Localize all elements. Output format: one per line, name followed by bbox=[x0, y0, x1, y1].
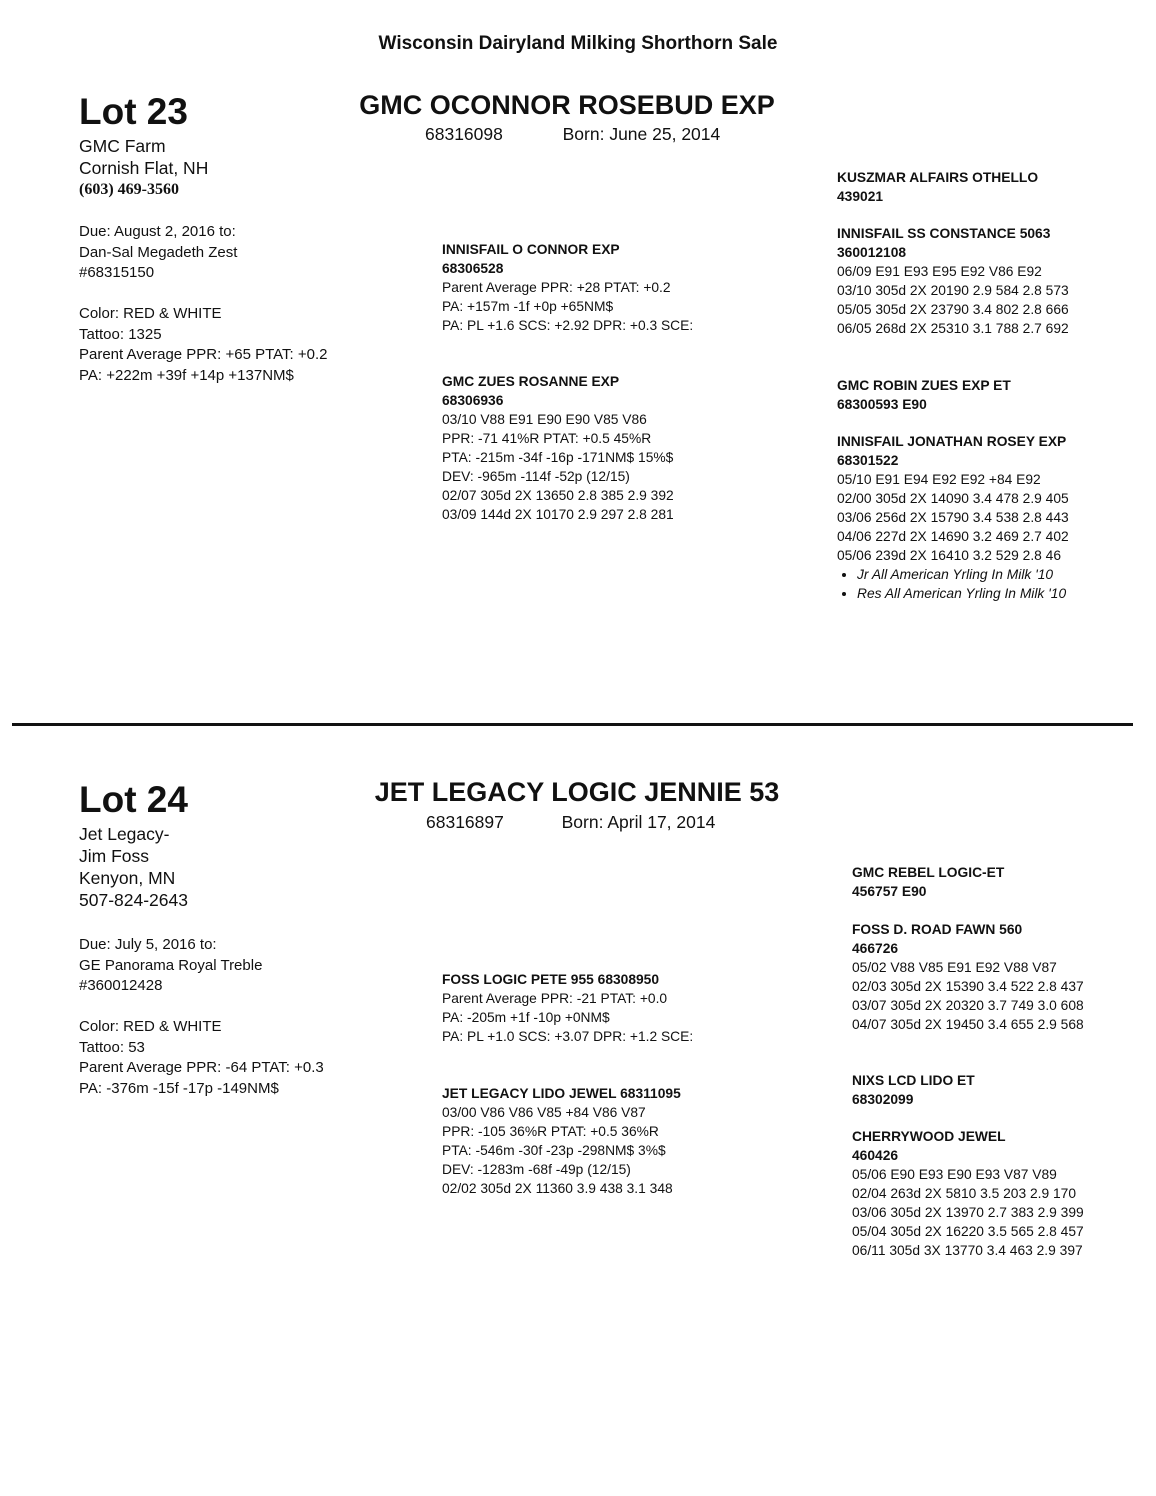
dam-dam-line: 02/00 305d 2X 14090 3.4 478 2.9 405 bbox=[837, 491, 1069, 506]
sire-reg: 68306528 bbox=[442, 261, 504, 276]
sire-line: Parent Average PPR: -21 PTAT: +0.0 bbox=[442, 991, 668, 1006]
dam-line: 02/07 305d 2X 13650 2.8 385 2.9 392 bbox=[442, 488, 674, 503]
pa-values: PA: -376m -15f -17p -149NM$ bbox=[79, 1079, 279, 1097]
dam-block bbox=[442, 372, 674, 524]
registration-number: 68316897 bbox=[426, 812, 504, 832]
sire-line: PA: PL +1.0 SCS: +3.07 DPR: +1.2 SCE: bbox=[442, 1029, 694, 1044]
dam-line: PPR: -71 41%R PTAT: +0.5 45%R bbox=[442, 431, 652, 446]
animal-name: GMC OCONNOR ROSEBUD EXP bbox=[359, 90, 775, 120]
registration-and-birth bbox=[426, 812, 715, 833]
sire-line: PA: -205m +1f -10p +0NM$ bbox=[442, 1010, 610, 1025]
parent-average: Parent Average PPR: -64 PTAT: +0.3 bbox=[79, 1059, 324, 1076]
consignor bbox=[79, 823, 188, 911]
sire-dam-line: 06/09 E91 E93 E95 E92 V86 E92 bbox=[837, 264, 1042, 279]
sire-dam-line: 05/05 305d 2X 23790 3.4 802 2.8 666 bbox=[837, 302, 1069, 317]
dam-dam-line: 05/06 239d 2X 16410 3.2 529 2.8 46 bbox=[837, 548, 1062, 563]
sire-dam-reg: 466726 bbox=[852, 941, 899, 956]
birth-date: Born: April 17, 2014 bbox=[561, 812, 716, 832]
dam-line: DEV: -965m -114f -52p (12/15) bbox=[442, 469, 630, 484]
tattoo: Tattoo: 1325 bbox=[79, 325, 162, 343]
consignor bbox=[79, 135, 208, 201]
consignor-contact: Jim Foss bbox=[79, 846, 149, 866]
sire-dam-block bbox=[852, 920, 1084, 1034]
sire-sire-reg: 439021 bbox=[837, 189, 884, 204]
sire-dam-line: 04/07 305d 2X 19450 3.4 655 2.9 568 bbox=[852, 1017, 1084, 1032]
dam-line: DEV: -1283m -68f -49p (12/15) bbox=[442, 1162, 631, 1177]
dam-line: 03/00 V86 V86 V85 +84 V86 V87 bbox=[442, 1105, 646, 1120]
sire-dam-line: 03/07 305d 2X 20320 3.7 749 3.0 608 bbox=[852, 998, 1084, 1013]
dam-dam-line: 04/06 227d 2X 14690 3.2 469 2.7 402 bbox=[837, 529, 1069, 544]
dam-block bbox=[442, 1084, 681, 1198]
sire-sire-block bbox=[852, 863, 1004, 901]
parent-average: Parent Average PPR: +65 PTAT: +0.2 bbox=[79, 346, 328, 363]
lot-details bbox=[79, 935, 324, 1099]
dam-dam-line: 05/04 305d 2X 16220 3.5 565 2.8 457 bbox=[852, 1224, 1084, 1239]
dam-sire-name: GMC ROBIN ZUES EXP ET bbox=[837, 378, 1011, 393]
sire-dam-line: 03/10 305d 2X 20190 2.9 584 2.8 573 bbox=[837, 283, 1069, 298]
dam-reg: 68306936 bbox=[442, 393, 504, 408]
dam-name: JET LEGACY LIDO JEWEL 68311095 bbox=[442, 1086, 681, 1101]
consignor-location: Cornish Flat, NH bbox=[79, 158, 209, 178]
sire-sire-name: GMC REBEL LOGIC-ET bbox=[852, 865, 1005, 880]
dam-dam-line: 06/11 305d 3X 13770 3.4 463 2.9 397 bbox=[852, 1243, 1083, 1258]
dam-sire-name: NIXS LCD LIDO ET bbox=[852, 1073, 975, 1088]
sire-line: PA: PL +1.6 SCS: +2.92 DPR: +0.3 SCE: bbox=[442, 318, 694, 333]
dam-line: PTA: -215m -34f -16p -171NM$ 15%$ bbox=[442, 450, 674, 465]
dam-name: GMC ZUES ROSANNE EXP bbox=[442, 374, 620, 389]
sire-dam-name: INNISFAIL SS CONSTANCE 5063 bbox=[837, 226, 1051, 241]
dam-dam-line: 05/06 E90 E93 E90 E93 V87 V89 bbox=[852, 1167, 1057, 1182]
lot-divider bbox=[12, 723, 1133, 726]
sire-dam-name: FOSS D. ROAD FAWN 560 bbox=[852, 922, 1023, 937]
dam-dam-line: 03/06 305d 2X 13970 2.7 383 2.9 399 bbox=[852, 1205, 1084, 1220]
dam-sire-reg: 68300593 E90 bbox=[837, 397, 927, 412]
registration-number: 68316098 bbox=[425, 124, 503, 144]
dam-dam-reg: 460426 bbox=[852, 1148, 899, 1163]
dam-dam-line: 03/06 256d 2X 15790 3.4 538 2.8 443 bbox=[837, 510, 1069, 525]
dam-sire-reg: 68302099 bbox=[852, 1092, 914, 1107]
color: Color: RED & WHITE bbox=[79, 305, 222, 322]
lot-details bbox=[79, 222, 327, 386]
dam-dam-reg: 68301522 bbox=[837, 453, 899, 468]
sire-line: Parent Average PPR: +28 PTAT: +0.2 bbox=[442, 280, 671, 295]
lot-number: Lot 23 bbox=[79, 91, 188, 132]
dam-dam-name: INNISFAIL JONATHAN ROSEY EXP bbox=[837, 434, 1067, 449]
sale-title: Wisconsin Dairyland Milking Shorthorn Sale bbox=[378, 33, 778, 54]
consignor-phone: 507-824-2643 bbox=[79, 890, 188, 910]
birth-date: Born: June 25, 2014 bbox=[562, 124, 721, 144]
sire-dam-line: 06/05 268d 2X 25310 3.1 788 2.7 692 bbox=[837, 321, 1069, 336]
dam-line: PTA: -546m -30f -23p -298NM$ 3%$ bbox=[442, 1143, 666, 1158]
animal-name: JET LEGACY LOGIC JENNIE 53 bbox=[374, 777, 780, 807]
tattoo: Tattoo: 53 bbox=[79, 1038, 145, 1056]
sire-sire-block bbox=[837, 168, 1038, 206]
dam-dam-name: CHERRYWOOD JEWEL bbox=[852, 1129, 1006, 1144]
sire-dam-reg: 360012108 bbox=[837, 245, 907, 260]
sire-block bbox=[442, 240, 693, 335]
sire-name: FOSS LOGIC PETE 955 68308950 bbox=[442, 972, 660, 987]
dam-dam-line: 02/04 263d 2X 5810 3.5 203 2.9 170 bbox=[852, 1186, 1077, 1201]
service-sire: GE Panorama Royal Treble bbox=[79, 956, 263, 974]
dam-sire-block bbox=[837, 376, 1011, 414]
honor-item: • Res All American Yrling In Milk '10 bbox=[857, 584, 1069, 603]
sire-sire-name: KUSZMAR ALFAIRS OTHELLO bbox=[837, 170, 1039, 185]
consignor-phone: (603) 469-3560 bbox=[79, 181, 179, 198]
sire-sire-reg: 456757 E90 bbox=[852, 884, 927, 899]
sire-line: PA: +157m -1f +0p +65NM$ bbox=[442, 299, 614, 314]
sire-block bbox=[442, 970, 693, 1046]
consignor-name: Jet Legacy- bbox=[79, 824, 170, 844]
consignor-name: GMC Farm bbox=[79, 136, 166, 156]
dam-sire-block bbox=[852, 1071, 975, 1109]
dam-line: 03/10 V88 E91 E90 E90 V85 V86 bbox=[442, 412, 647, 427]
dam-dam-block bbox=[837, 432, 1069, 603]
consignor-location: Kenyon, MN bbox=[79, 868, 176, 888]
dam-dam-line: 05/10 E91 E94 E92 E92 +84 E92 bbox=[837, 472, 1041, 487]
color: Color: RED & WHITE bbox=[79, 1018, 222, 1035]
honors-list bbox=[837, 565, 1069, 603]
lot-number: Lot 24 bbox=[79, 779, 188, 820]
sire-name: INNISFAIL O CONNOR EXP bbox=[442, 242, 620, 257]
service-sire-reg: #360012428 bbox=[79, 977, 163, 994]
sire-dam-line: 05/02 V88 V85 E91 E92 V88 V87 bbox=[852, 960, 1057, 975]
sire-dam-line: 02/03 305d 2X 15390 3.4 522 2.8 437 bbox=[852, 979, 1084, 994]
dam-line: PPR: -105 36%R PTAT: +0.5 36%R bbox=[442, 1124, 659, 1139]
due-date: Due: July 5, 2016 to: bbox=[79, 936, 217, 953]
service-sire-reg: #68315150 bbox=[79, 264, 155, 281]
sire-dam-block bbox=[837, 224, 1069, 338]
dam-line: 02/02 305d 2X 11360 3.9 438 3.1 348 bbox=[442, 1181, 673, 1196]
service-sire: Dan-Sal Megadeth Zest bbox=[79, 243, 238, 261]
dam-line: 03/09 144d 2X 10170 2.9 297 2.8 281 bbox=[442, 507, 674, 522]
due-date: Due: August 2, 2016 to: bbox=[79, 223, 236, 240]
dam-dam-block bbox=[852, 1127, 1084, 1260]
pa-values: PA: +222m +39f +14p +137NM$ bbox=[79, 366, 294, 384]
honor-item: • Jr All American Yrling In Milk '10 bbox=[857, 565, 1069, 584]
registration-and-birth bbox=[425, 124, 720, 145]
